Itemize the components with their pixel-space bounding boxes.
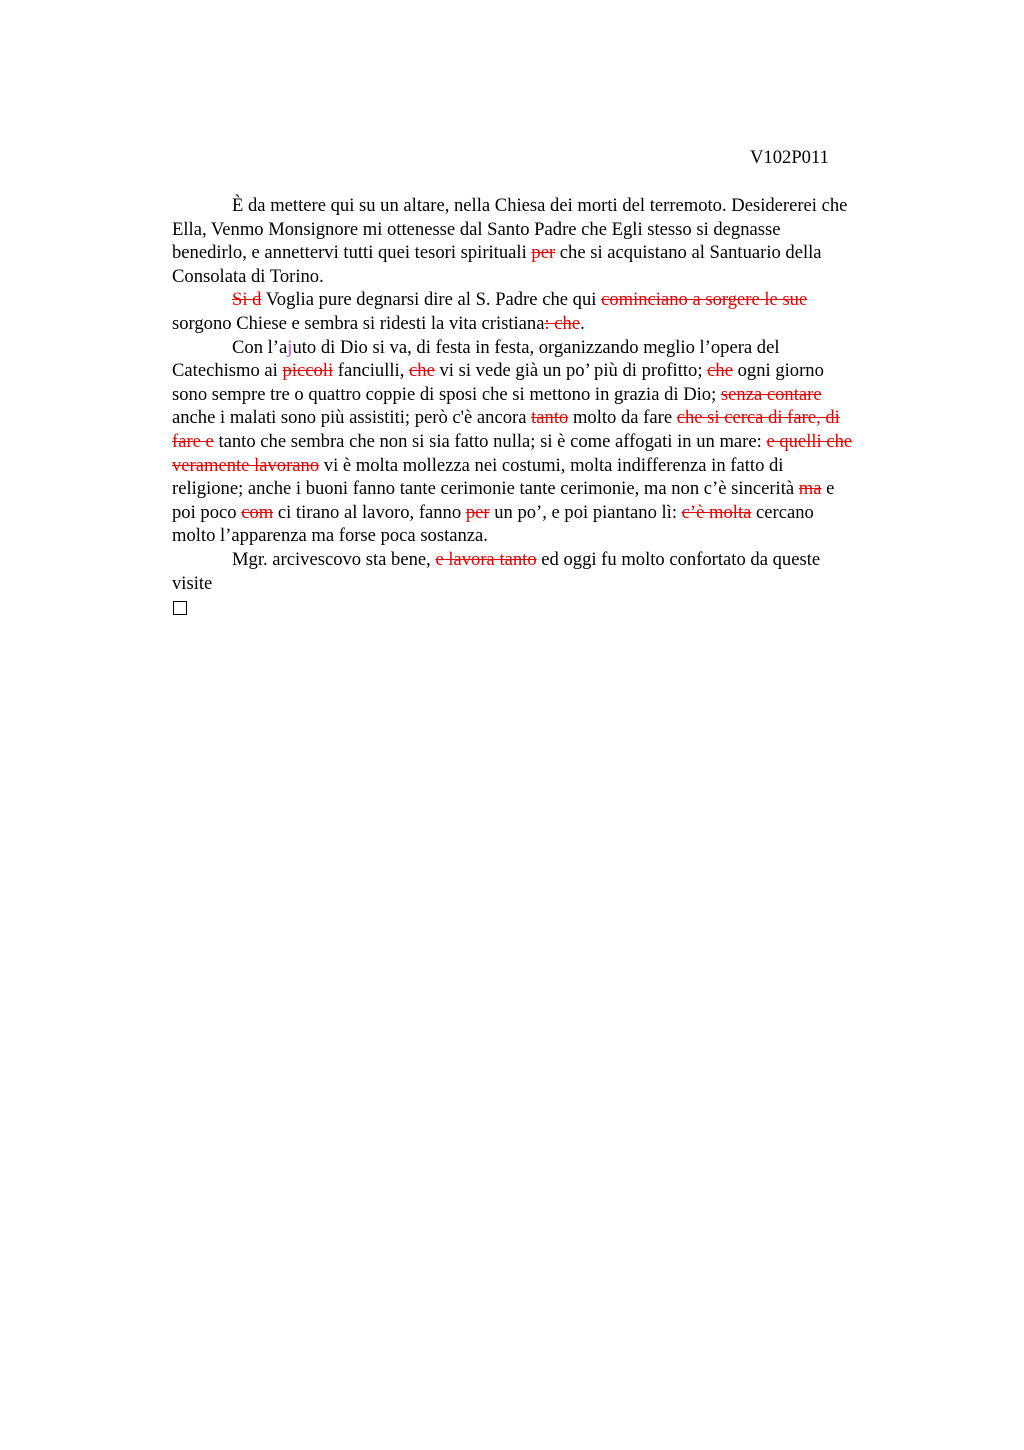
page-identifier: V102P011 [750,147,829,168]
deleted-text: Si d [232,289,262,311]
deleted-text: cominciano a sorgere le sue [601,289,808,311]
end-mark-line [172,595,924,619]
text-segment: ed oggi fu molto confortato da queste [536,548,821,570]
text-line [172,406,924,430]
text-segment: un po’, e poi piantano lì: [489,501,682,523]
text-segment: benedirlo, e annettervi tutti quei tesori spirituali [172,242,532,264]
deleted-text: piccoli [282,360,334,382]
deleted-text: che [707,360,733,382]
text-line [172,454,924,478]
text-segment: Voglia pure degnarsi dire al S. Padre che qui [261,289,602,311]
text-line [172,430,924,454]
text-segment: È da mettere qui su un altare, nella Chiesa dei morti del terremoto. Desidererei che [232,195,848,216]
text-line [172,548,924,572]
empty-square-icon [173,601,187,615]
text-segment: molto da fare [568,407,677,429]
text-line [172,241,924,265]
deleted-text: per [465,501,490,523]
text-segment: ci tirano al lavoro, fanno [273,501,466,523]
deleted-text: che si cerca di fare, di [676,407,840,429]
text-segment: sorgono Chiese e sembra si ridesti la vita cristiana [172,312,545,334]
deleted-text: veramente lavorano [172,454,320,476]
deleted-text: tanto [531,407,569,429]
text-segment: tanto che sembra che non si sia fatto nulla; si è come affogati in un mare: [213,430,767,452]
text-segment: e [821,478,835,500]
deleted-text: fare e [172,430,214,452]
text-segment: Mgr. arcivescovo sta bene, [232,548,436,570]
text-segment: Con l’a [232,336,288,358]
text-segment: fanciulli, [333,360,410,382]
text-segment: visite [172,572,213,594]
text-segment: poi poco [172,501,242,523]
text-segment: Ella, Venmo Monsignore mi ottenesse dal Santo Padre che Egli stesso si degnasse [172,218,781,240]
text-line [172,524,924,548]
text-segment: uto di Dio si va, di festa in festa, organizzando meglio l’opera del [292,336,780,358]
text-line [172,501,924,525]
text-segment: Consolata di Torino. [172,265,324,287]
deleted-text: e quelli che [766,430,853,452]
deleted-text: c’è molta [681,501,752,523]
text-line [172,336,924,360]
text-line [172,477,924,501]
text-segment: ogni giorno [732,360,824,382]
deleted-text: senza contare [720,383,822,405]
deleted-text: per [531,242,556,264]
text-segment: religione; anche i buoni fanno tante cerimonie tante cerimonie, ma non c’è sincerità [172,478,799,500]
deleted-text: com [241,501,274,523]
text-segment: cercano [751,501,814,523]
text-segment: molto l’apparenza ma forse poca sostanza. [172,525,488,547]
deleted-text: che [409,360,435,382]
text-line [172,572,924,596]
text-line [172,359,924,383]
text-line [172,312,924,336]
text-segment: . [580,312,585,334]
text-line [172,288,924,312]
text-segment: sono sempre tre o quattro coppie di sposi che si mettono in grazia di Dio; [172,383,721,405]
text-segment: che si acquistano al Santuario della [555,242,822,264]
deleted-text: ma [798,478,822,500]
inserted-letter: j [287,336,293,358]
text-segment: anche i malati sono più assistiti; però c'è ancora [172,407,532,429]
text-line [172,194,924,218]
letter-text [172,194,924,619]
text-segment: vi si vede già un po’ più di profitto; [434,360,708,382]
deleted-text: : che [544,312,581,334]
text-line [172,218,924,242]
text-line [172,265,924,289]
text-segment: vi è molta mollezza nei costumi, molta indifferenza in fatto di [319,454,784,476]
text-line [172,383,924,407]
text-segment: Catechismo ai [172,360,283,382]
deleted-text: e lavora tanto [435,548,537,570]
